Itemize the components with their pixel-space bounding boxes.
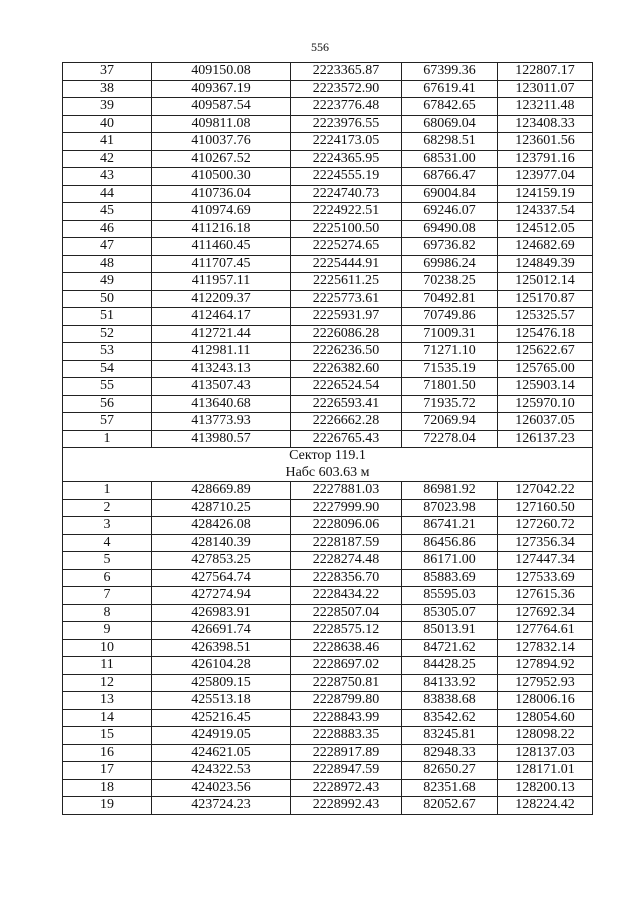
point-number-cell: 44 xyxy=(63,185,152,203)
x-local-cell: 71801.50 xyxy=(402,378,498,396)
table-row xyxy=(63,98,593,116)
y-local-cell: 122807.17 xyxy=(498,63,593,81)
x-coordinate-cell: 424621.05 xyxy=(152,744,291,762)
point-number-cell: 5 xyxy=(63,552,152,570)
y-local-cell: 128054.60 xyxy=(498,709,593,727)
table-row xyxy=(63,308,593,326)
y-local-cell: 123791.16 xyxy=(498,150,593,168)
y-coordinate-cell: 2226524.54 xyxy=(291,378,402,396)
y-coordinate-cell: 2228697.02 xyxy=(291,657,402,675)
x-coordinate-cell: 427564.74 xyxy=(152,569,291,587)
y-coordinate-cell: 2223365.87 xyxy=(291,63,402,81)
y-local-cell: 127260.72 xyxy=(498,517,593,535)
y-coordinate-cell: 2225444.91 xyxy=(291,255,402,273)
y-local-cell: 127764.61 xyxy=(498,622,593,640)
y-coordinate-cell: 2226086.28 xyxy=(291,325,402,343)
table-row xyxy=(63,343,593,361)
x-local-cell: 83838.68 xyxy=(402,692,498,710)
x-coordinate-cell: 426983.91 xyxy=(152,604,291,622)
table-row xyxy=(63,744,593,762)
y-coordinate-cell: 2228972.43 xyxy=(291,779,402,797)
y-coordinate-cell: 2228187.59 xyxy=(291,534,402,552)
table-row xyxy=(63,674,593,692)
point-number-cell: 6 xyxy=(63,569,152,587)
table-row xyxy=(63,604,593,622)
point-number-cell: 19 xyxy=(63,797,152,815)
x-coordinate-cell: 425216.45 xyxy=(152,709,291,727)
sector-header-row xyxy=(63,448,593,482)
x-local-cell: 87023.98 xyxy=(402,499,498,517)
x-coordinate-cell: 425513.18 xyxy=(152,692,291,710)
x-coordinate-cell: 409150.08 xyxy=(152,63,291,81)
x-local-cell: 69986.24 xyxy=(402,255,498,273)
point-number-cell: 49 xyxy=(63,273,152,291)
x-local-cell: 71271.10 xyxy=(402,343,498,361)
x-local-cell: 85013.91 xyxy=(402,622,498,640)
x-local-cell: 68531.00 xyxy=(402,150,498,168)
x-local-cell: 86981.92 xyxy=(402,482,498,500)
x-coordinate-cell: 427274.94 xyxy=(152,587,291,605)
point-number-cell: 2 xyxy=(63,499,152,517)
sector-header xyxy=(63,448,593,482)
x-local-cell: 83245.81 xyxy=(402,727,498,745)
x-coordinate-cell: 411460.45 xyxy=(152,238,291,256)
y-local-cell: 125012.14 xyxy=(498,273,593,291)
y-coordinate-cell: 2228356.70 xyxy=(291,569,402,587)
x-local-cell: 82948.33 xyxy=(402,744,498,762)
y-local-cell: 127894.92 xyxy=(498,657,593,675)
y-coordinate-cell: 2228638.46 xyxy=(291,639,402,657)
point-number-cell: 4 xyxy=(63,534,152,552)
point-number-cell: 17 xyxy=(63,762,152,780)
x-coordinate-cell: 409811.08 xyxy=(152,115,291,133)
y-local-cell: 127832.14 xyxy=(498,639,593,657)
table-row xyxy=(63,534,593,552)
y-local-cell: 125765.00 xyxy=(498,360,593,378)
x-local-cell: 82052.67 xyxy=(402,797,498,815)
point-number-cell: 55 xyxy=(63,378,152,396)
x-coordinate-cell: 410037.76 xyxy=(152,133,291,151)
y-coordinate-cell: 2227999.90 xyxy=(291,499,402,517)
point-number-cell: 57 xyxy=(63,413,152,431)
y-coordinate-cell: 2226765.43 xyxy=(291,430,402,448)
rows-before-sector xyxy=(63,63,593,448)
y-local-cell: 128200.13 xyxy=(498,779,593,797)
table-row xyxy=(63,552,593,570)
x-coordinate-cell: 413773.93 xyxy=(152,413,291,431)
table-row xyxy=(63,797,593,815)
point-number-cell: 40 xyxy=(63,115,152,133)
y-coordinate-cell: 2228507.04 xyxy=(291,604,402,622)
y-local-cell: 124159.19 xyxy=(498,185,593,203)
x-local-cell: 85305.07 xyxy=(402,604,498,622)
table-row xyxy=(63,482,593,500)
x-coordinate-cell: 426104.28 xyxy=(152,657,291,675)
x-coordinate-cell: 423724.23 xyxy=(152,797,291,815)
x-local-cell: 86741.21 xyxy=(402,517,498,535)
y-coordinate-cell: 2228947.59 xyxy=(291,762,402,780)
x-coordinate-cell: 410974.69 xyxy=(152,203,291,221)
x-coordinate-cell: 412209.37 xyxy=(152,290,291,308)
x-local-cell: 84721.62 xyxy=(402,639,498,657)
x-local-cell: 72069.94 xyxy=(402,413,498,431)
x-coordinate-cell: 412981.11 xyxy=(152,343,291,361)
x-coordinate-cell: 413507.43 xyxy=(152,378,291,396)
y-local-cell: 127042.22 xyxy=(498,482,593,500)
x-local-cell: 85883.69 xyxy=(402,569,498,587)
x-coordinate-cell: 426691.74 xyxy=(152,622,291,640)
table-row xyxy=(63,185,593,203)
x-coordinate-cell: 424023.56 xyxy=(152,779,291,797)
point-number-cell: 48 xyxy=(63,255,152,273)
point-number-cell: 15 xyxy=(63,727,152,745)
x-coordinate-cell: 413243.13 xyxy=(152,360,291,378)
x-coordinate-cell: 410736.04 xyxy=(152,185,291,203)
table-row xyxy=(63,430,593,448)
point-number-cell: 52 xyxy=(63,325,152,343)
y-local-cell: 125622.67 xyxy=(498,343,593,361)
y-coordinate-cell: 2224173.05 xyxy=(291,133,402,151)
x-local-cell: 70749.86 xyxy=(402,308,498,326)
table-row xyxy=(63,290,593,308)
x-coordinate-cell: 424322.53 xyxy=(152,762,291,780)
point-number-cell: 1 xyxy=(63,430,152,448)
sector-title: Сектор 119.1 xyxy=(289,448,366,463)
x-local-cell: 68069.04 xyxy=(402,115,498,133)
x-coordinate-cell: 412721.44 xyxy=(152,325,291,343)
point-number-cell: 47 xyxy=(63,238,152,256)
x-local-cell: 86171.00 xyxy=(402,552,498,570)
table-row xyxy=(63,168,593,186)
table-row xyxy=(63,639,593,657)
x-local-cell: 86456.86 xyxy=(402,534,498,552)
x-coordinate-cell: 427853.25 xyxy=(152,552,291,570)
sector-height: Набс 603.63 м xyxy=(285,464,370,480)
x-local-cell: 83542.62 xyxy=(402,709,498,727)
y-local-cell: 123408.33 xyxy=(498,115,593,133)
y-local-cell: 125903.14 xyxy=(498,378,593,396)
x-local-cell: 70492.81 xyxy=(402,290,498,308)
y-local-cell: 123211.48 xyxy=(498,98,593,116)
point-number-cell: 3 xyxy=(63,517,152,535)
x-local-cell: 69736.82 xyxy=(402,238,498,256)
y-local-cell: 125170.87 xyxy=(498,290,593,308)
y-coordinate-cell: 2223776.48 xyxy=(291,98,402,116)
y-local-cell: 125325.57 xyxy=(498,308,593,326)
x-coordinate-cell: 428140.39 xyxy=(152,534,291,552)
y-local-cell: 127160.50 xyxy=(498,499,593,517)
y-local-cell: 124682.69 xyxy=(498,238,593,256)
x-local-cell: 84428.25 xyxy=(402,657,498,675)
y-local-cell: 123011.07 xyxy=(498,80,593,98)
y-local-cell: 127356.34 xyxy=(498,534,593,552)
table-row xyxy=(63,378,593,396)
y-coordinate-cell: 2224922.51 xyxy=(291,203,402,221)
y-local-cell: 124337.54 xyxy=(498,203,593,221)
x-local-cell: 68298.51 xyxy=(402,133,498,151)
point-number-cell: 38 xyxy=(63,80,152,98)
point-number-cell: 41 xyxy=(63,133,152,151)
y-coordinate-cell: 2228274.48 xyxy=(291,552,402,570)
table-row xyxy=(63,762,593,780)
table-row xyxy=(63,779,593,797)
table-row xyxy=(63,413,593,431)
y-coordinate-cell: 2228750.81 xyxy=(291,674,402,692)
y-coordinate-cell: 2224365.95 xyxy=(291,150,402,168)
y-local-cell: 128224.42 xyxy=(498,797,593,815)
table-row xyxy=(63,150,593,168)
y-coordinate-cell: 2228575.12 xyxy=(291,622,402,640)
y-local-cell: 126137.23 xyxy=(498,430,593,448)
table-row xyxy=(63,727,593,745)
y-local-cell: 125476.18 xyxy=(498,325,593,343)
y-local-cell: 127615.36 xyxy=(498,587,593,605)
y-local-cell: 128171.01 xyxy=(498,762,593,780)
x-coordinate-cell: 410267.52 xyxy=(152,150,291,168)
y-local-cell: 125970.10 xyxy=(498,395,593,413)
y-local-cell: 126037.05 xyxy=(498,413,593,431)
table-row xyxy=(63,517,593,535)
y-coordinate-cell: 2224555.19 xyxy=(291,168,402,186)
table-row xyxy=(63,622,593,640)
table-row xyxy=(63,203,593,221)
table-row xyxy=(63,325,593,343)
y-coordinate-cell: 2226662.28 xyxy=(291,413,402,431)
table-row xyxy=(63,692,593,710)
point-number-cell: 7 xyxy=(63,587,152,605)
x-local-cell: 69246.07 xyxy=(402,203,498,221)
point-number-cell: 14 xyxy=(63,709,152,727)
point-number-cell: 37 xyxy=(63,63,152,81)
y-coordinate-cell: 2228843.99 xyxy=(291,709,402,727)
x-coordinate-cell: 428710.25 xyxy=(152,499,291,517)
x-coordinate-cell: 411957.11 xyxy=(152,273,291,291)
y-coordinate-cell: 2228434.22 xyxy=(291,587,402,605)
x-local-cell: 67619.41 xyxy=(402,80,498,98)
y-coordinate-cell: 2226593.41 xyxy=(291,395,402,413)
x-coordinate-cell: 428669.89 xyxy=(152,482,291,500)
x-coordinate-cell: 412464.17 xyxy=(152,308,291,326)
point-number-cell: 9 xyxy=(63,622,152,640)
point-number-cell: 50 xyxy=(63,290,152,308)
table-row xyxy=(63,587,593,605)
y-coordinate-cell: 2225773.61 xyxy=(291,290,402,308)
x-local-cell: 67399.36 xyxy=(402,63,498,81)
point-number-cell: 16 xyxy=(63,744,152,762)
x-coordinate-cell: 410500.30 xyxy=(152,168,291,186)
y-coordinate-cell: 2226382.60 xyxy=(291,360,402,378)
x-local-cell: 69490.08 xyxy=(402,220,498,238)
table-row xyxy=(63,709,593,727)
y-local-cell: 124512.05 xyxy=(498,220,593,238)
point-number-cell: 1 xyxy=(63,482,152,500)
y-coordinate-cell: 2225274.65 xyxy=(291,238,402,256)
x-coordinate-cell: 411707.45 xyxy=(152,255,291,273)
y-coordinate-cell: 2224740.73 xyxy=(291,185,402,203)
table-row xyxy=(63,115,593,133)
point-number-cell: 12 xyxy=(63,674,152,692)
table-row xyxy=(63,273,593,291)
y-coordinate-cell: 2228799.80 xyxy=(291,692,402,710)
sector-header-cell xyxy=(63,448,593,482)
y-local-cell: 123601.56 xyxy=(498,133,593,151)
table-row xyxy=(63,395,593,413)
x-coordinate-cell: 428426.08 xyxy=(152,517,291,535)
x-local-cell: 67842.65 xyxy=(402,98,498,116)
x-coordinate-cell: 411216.18 xyxy=(152,220,291,238)
point-number-cell: 46 xyxy=(63,220,152,238)
y-local-cell: 127447.34 xyxy=(498,552,593,570)
x-coordinate-cell: 413980.57 xyxy=(152,430,291,448)
x-local-cell: 71935.72 xyxy=(402,395,498,413)
x-coordinate-cell: 413640.68 xyxy=(152,395,291,413)
x-coordinate-cell: 409367.19 xyxy=(152,80,291,98)
y-local-cell: 128137.03 xyxy=(498,744,593,762)
point-number-cell: 45 xyxy=(63,203,152,221)
y-local-cell: 127952.93 xyxy=(498,674,593,692)
y-local-cell: 123977.04 xyxy=(498,168,593,186)
coordinates-table xyxy=(62,62,593,815)
y-local-cell: 124849.39 xyxy=(498,255,593,273)
point-number-cell: 42 xyxy=(63,150,152,168)
table-row xyxy=(63,133,593,151)
y-local-cell: 127533.69 xyxy=(498,569,593,587)
table-row xyxy=(63,220,593,238)
y-coordinate-cell: 2226236.50 xyxy=(291,343,402,361)
x-coordinate-cell: 424919.05 xyxy=(152,727,291,745)
point-number-cell: 54 xyxy=(63,360,152,378)
x-local-cell: 72278.04 xyxy=(402,430,498,448)
table-row xyxy=(63,80,593,98)
y-coordinate-cell: 2225611.25 xyxy=(291,273,402,291)
y-coordinate-cell: 2225100.50 xyxy=(291,220,402,238)
y-coordinate-cell: 2223976.55 xyxy=(291,115,402,133)
x-local-cell: 84133.92 xyxy=(402,674,498,692)
y-local-cell: 128098.22 xyxy=(498,727,593,745)
x-coordinate-cell: 426398.51 xyxy=(152,639,291,657)
page-number: 556 xyxy=(311,40,329,54)
y-coordinate-cell: 2223572.90 xyxy=(291,80,402,98)
x-local-cell: 85595.03 xyxy=(402,587,498,605)
y-coordinate-cell: 2225931.97 xyxy=(291,308,402,326)
table-row xyxy=(63,360,593,378)
x-local-cell: 82351.68 xyxy=(402,779,498,797)
x-local-cell: 70238.25 xyxy=(402,273,498,291)
y-coordinate-cell: 2228992.43 xyxy=(291,797,402,815)
x-coordinate-cell: 409587.54 xyxy=(152,98,291,116)
x-local-cell: 68766.47 xyxy=(402,168,498,186)
point-number-cell: 10 xyxy=(63,639,152,657)
x-coordinate-cell: 425809.15 xyxy=(152,674,291,692)
table-row xyxy=(63,63,593,81)
point-number-cell: 56 xyxy=(63,395,152,413)
y-local-cell: 128006.16 xyxy=(498,692,593,710)
point-number-cell: 11 xyxy=(63,657,152,675)
point-number-cell: 39 xyxy=(63,98,152,116)
x-local-cell: 82650.27 xyxy=(402,762,498,780)
table-row xyxy=(63,238,593,256)
x-local-cell: 69004.84 xyxy=(402,185,498,203)
y-coordinate-cell: 2228883.35 xyxy=(291,727,402,745)
point-number-cell: 51 xyxy=(63,308,152,326)
table-row xyxy=(63,657,593,675)
point-number-cell: 8 xyxy=(63,604,152,622)
y-coordinate-cell: 2228096.06 xyxy=(291,517,402,535)
y-coordinate-cell: 2228917.89 xyxy=(291,744,402,762)
point-number-cell: 43 xyxy=(63,168,152,186)
table-row xyxy=(63,499,593,517)
x-local-cell: 71535.19 xyxy=(402,360,498,378)
y-coordinate-cell: 2227881.03 xyxy=(291,482,402,500)
point-number-cell: 53 xyxy=(63,343,152,361)
rows-after-sector xyxy=(63,482,593,815)
point-number-cell: 18 xyxy=(63,779,152,797)
point-number-cell: 13 xyxy=(63,692,152,710)
x-local-cell: 71009.31 xyxy=(402,325,498,343)
table-row xyxy=(63,569,593,587)
y-local-cell: 127692.34 xyxy=(498,604,593,622)
table-row xyxy=(63,255,593,273)
